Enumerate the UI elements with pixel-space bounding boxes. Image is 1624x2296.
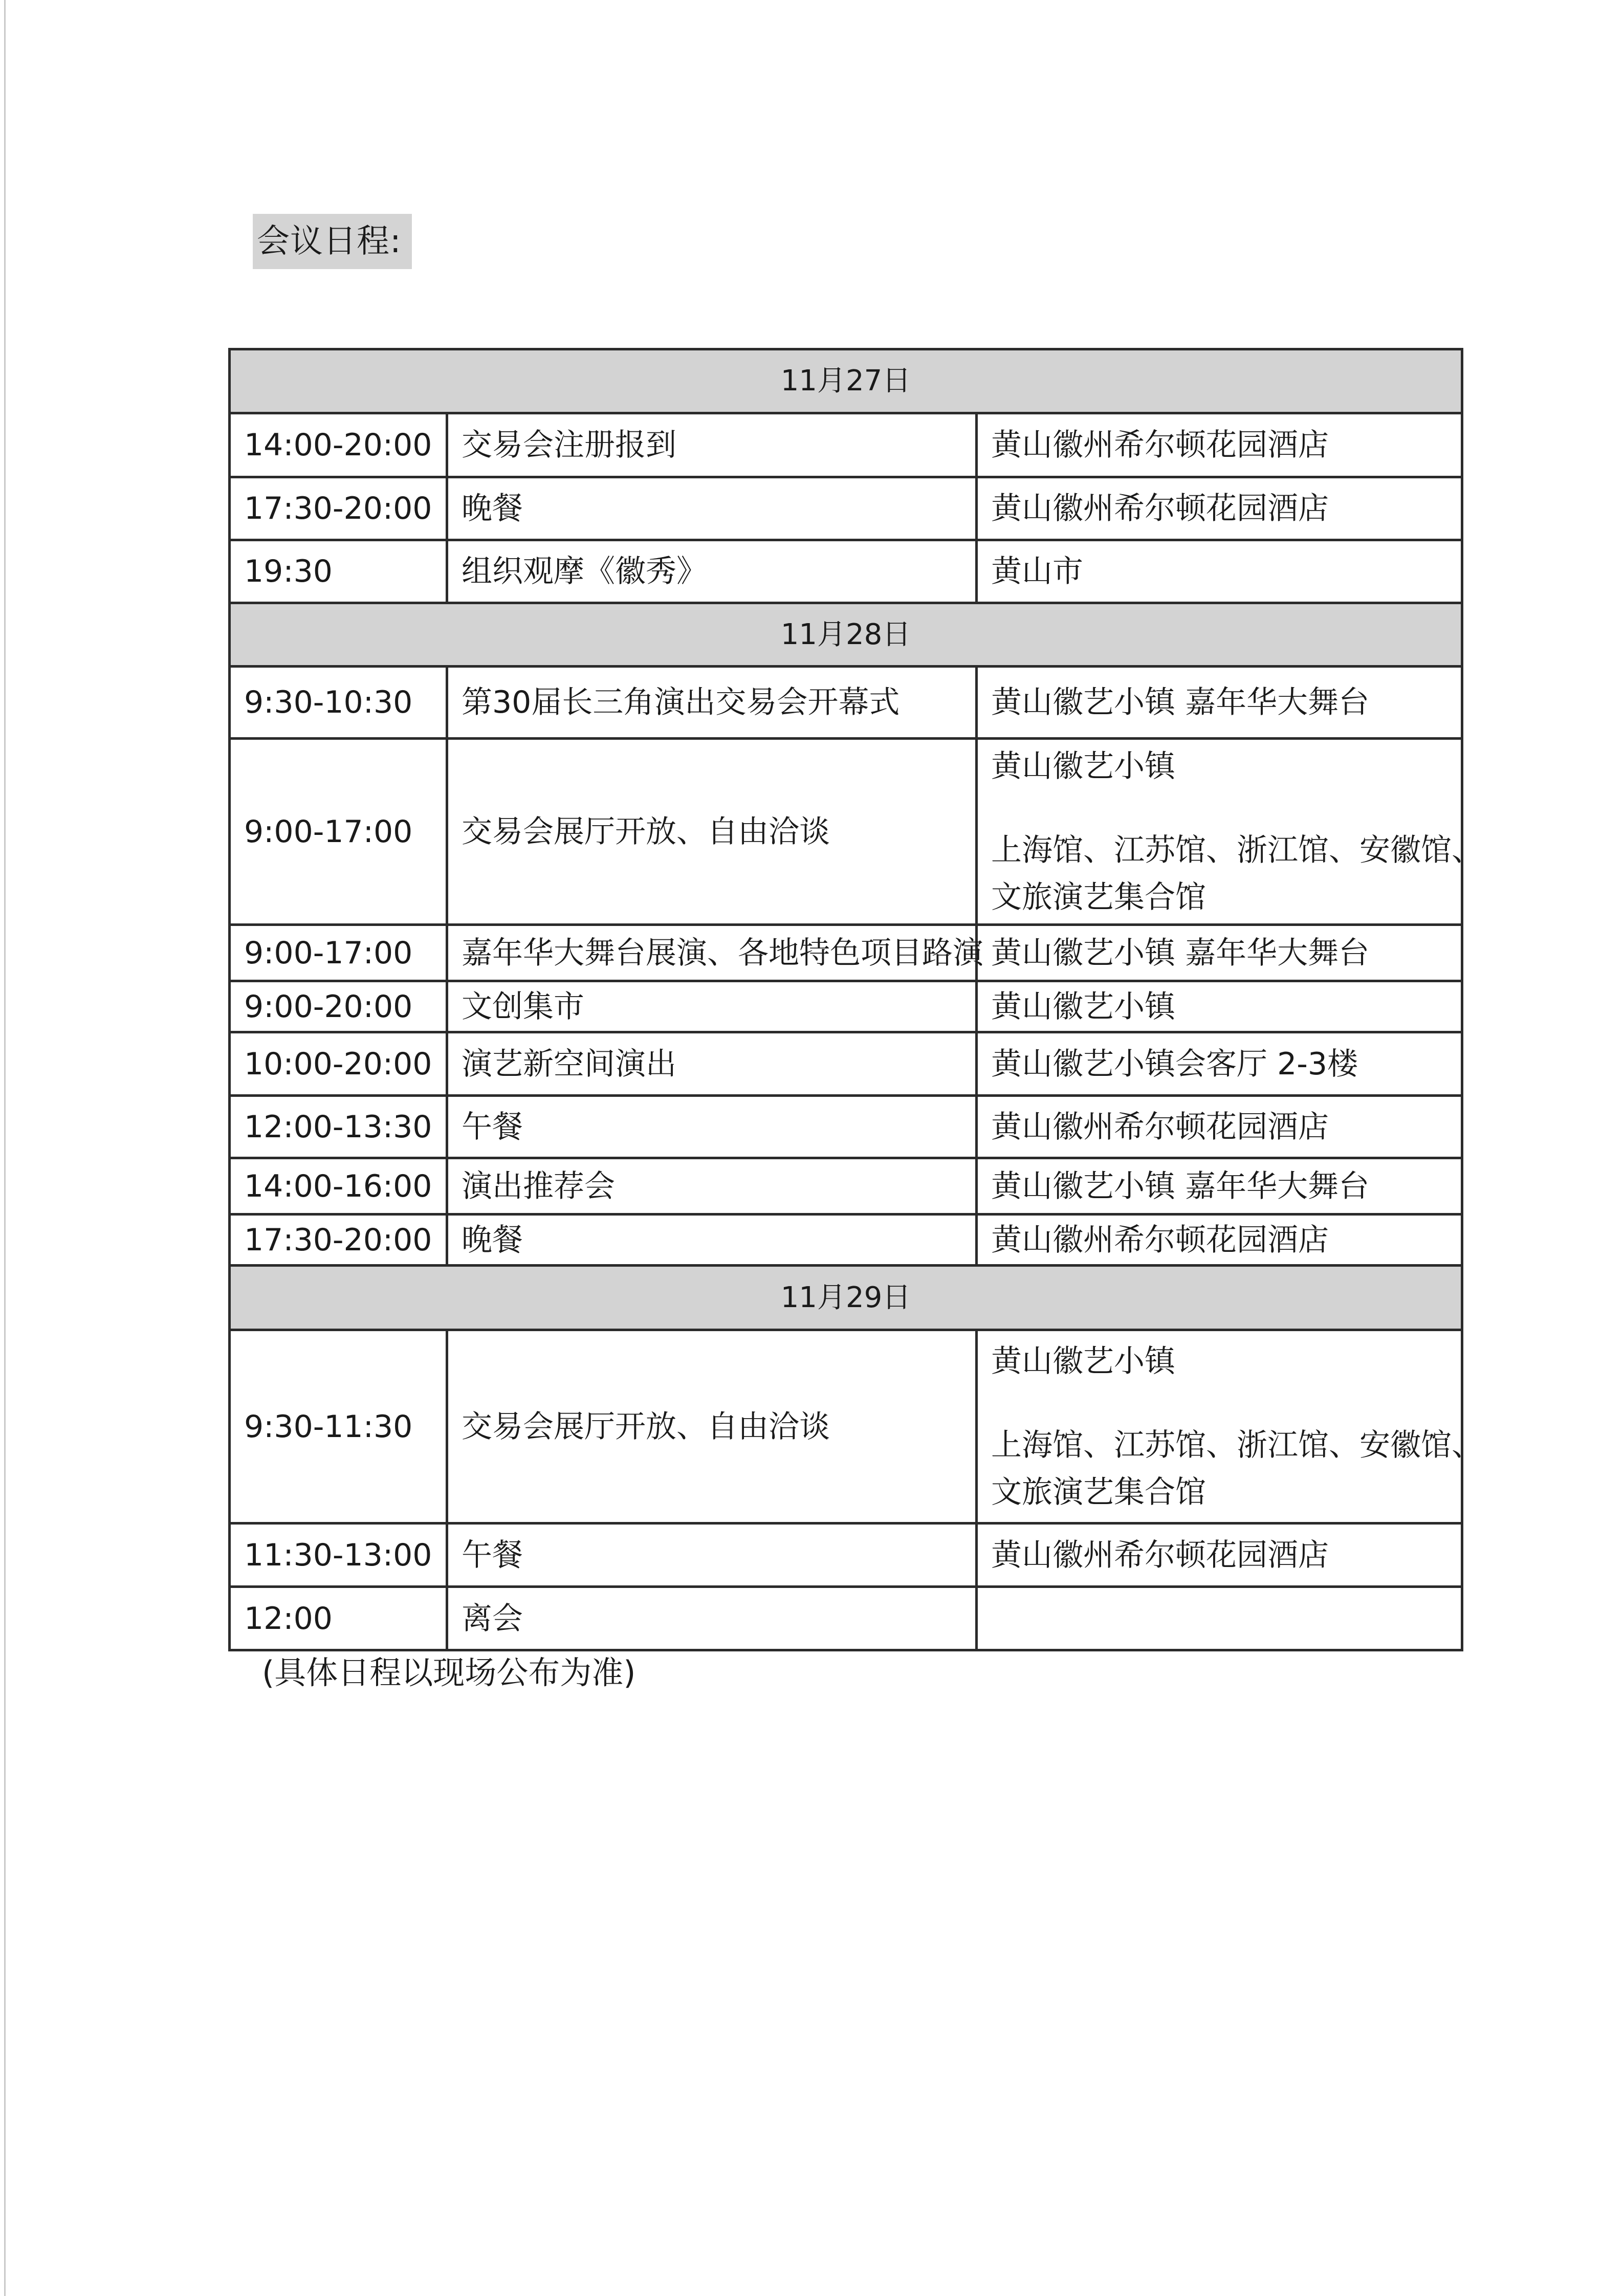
scan-edge-line bbox=[4, 0, 6, 2296]
event-cell: 交易会展厅开放、自由洽谈 bbox=[447, 1330, 977, 1524]
time-cell: 11:30-13:00 bbox=[230, 1524, 447, 1587]
event-cell: 第30届长三角演出交易会开幕式 bbox=[447, 667, 977, 739]
time-cell: 14:00-16:00 bbox=[230, 1158, 447, 1215]
section-heading: 会议日程: bbox=[253, 214, 412, 269]
table-row bbox=[230, 1215, 1462, 1266]
table-row bbox=[230, 477, 1462, 540]
location-line: 黄山徽艺小镇 bbox=[991, 1343, 1175, 1379]
event-cell: 演艺新空间演出 bbox=[447, 1032, 977, 1096]
event-cell: 文创集市 bbox=[447, 981, 977, 1032]
table-row bbox=[230, 1587, 1462, 1650]
time-cell: 12:00 bbox=[230, 1587, 447, 1650]
table-row bbox=[230, 413, 1462, 477]
time-cell: 9:00-20:00 bbox=[230, 981, 447, 1032]
location-cell: 黄山徽州希尔顿花园酒店 bbox=[977, 413, 1462, 477]
location-line: 黄山徽艺小镇 bbox=[991, 748, 1175, 784]
location-detail-line: 上海馆、江苏馆、浙江馆、安徽馆、 bbox=[991, 832, 1482, 868]
event-cell: 嘉年华大舞台展演、各地特色项目路演 bbox=[447, 925, 977, 981]
event-cell: 演出推荐会 bbox=[447, 1158, 977, 1215]
event-cell: 组织观摩《徽秀》 bbox=[447, 540, 977, 603]
time-cell: 9:30-11:30 bbox=[230, 1330, 447, 1524]
table-row bbox=[230, 1032, 1462, 1096]
time-cell: 9:30-10:30 bbox=[230, 667, 447, 739]
location-cell: 黄山徽艺小镇 嘉年华大舞台 bbox=[977, 667, 1462, 739]
location-cell: 黄山徽艺小镇 bbox=[977, 981, 1462, 1032]
time-cell: 10:00-20:00 bbox=[230, 1032, 447, 1096]
date-row bbox=[230, 1266, 1462, 1330]
event-cell: 午餐 bbox=[447, 1096, 977, 1158]
time-cell: 9:00-17:00 bbox=[230, 739, 447, 925]
location-detail-line: 上海馆、江苏馆、浙江馆、安徽馆、 bbox=[991, 1427, 1482, 1463]
schedule-table bbox=[228, 348, 1482, 1651]
event-cell: 交易会注册报到 bbox=[447, 413, 977, 477]
location-cell: 黄山徽艺小镇会客厅 2-3楼 bbox=[977, 1032, 1462, 1096]
date-header: 11月29日 bbox=[230, 1266, 1462, 1330]
time-cell: 12:00-13:30 bbox=[230, 1096, 447, 1158]
location-cell: 黄山徽州希尔顿花园酒店 bbox=[977, 477, 1462, 540]
table-row bbox=[230, 1524, 1462, 1587]
location-cell bbox=[977, 1587, 1462, 1650]
location-detail-line: 文旅演艺集合馆 bbox=[991, 1474, 1206, 1510]
time-cell: 9:00-17:00 bbox=[230, 925, 447, 981]
time-cell: 17:30-20:00 bbox=[230, 477, 447, 540]
location-cell: 黄山徽艺小镇 嘉年华大舞台 bbox=[977, 925, 1462, 981]
location-cell: 黄山徽州希尔顿花园酒店 bbox=[977, 1215, 1462, 1266]
location-cell bbox=[977, 1330, 1482, 1524]
table-row bbox=[230, 667, 1462, 739]
event-cell: 交易会展厅开放、自由洽谈 bbox=[447, 739, 977, 925]
footnote: (具体日程以现场公布为准) bbox=[262, 1654, 636, 1691]
table-row bbox=[230, 1096, 1462, 1158]
location-cell: 黄山徽州希尔顿花园酒店 bbox=[977, 1096, 1462, 1158]
event-cell: 晚餐 bbox=[447, 477, 977, 540]
table-row bbox=[230, 1158, 1462, 1215]
time-cell: 17:30-20:00 bbox=[230, 1215, 447, 1266]
date-header: 11月28日 bbox=[230, 603, 1462, 667]
location-cell: 黄山徽州希尔顿花园酒店 bbox=[977, 1524, 1462, 1587]
location-detail-line: 文旅演艺集合馆 bbox=[991, 879, 1206, 915]
table-row bbox=[230, 981, 1462, 1032]
table-row bbox=[230, 540, 1462, 603]
table-row bbox=[230, 925, 1462, 981]
date-row bbox=[230, 603, 1462, 667]
event-cell: 午餐 bbox=[447, 1524, 977, 1587]
time-cell: 19:30 bbox=[230, 540, 447, 603]
location-cell: 黄山徽艺小镇 嘉年华大舞台 bbox=[977, 1158, 1462, 1215]
time-cell: 14:00-20:00 bbox=[230, 413, 447, 477]
date-row bbox=[230, 349, 1462, 413]
event-cell: 晚餐 bbox=[447, 1215, 977, 1266]
table-row bbox=[230, 1330, 1462, 1524]
date-header: 11月27日 bbox=[230, 349, 1462, 413]
event-cell: 离会 bbox=[447, 1587, 977, 1650]
table-row bbox=[230, 739, 1462, 925]
location-cell bbox=[977, 739, 1482, 925]
location-cell: 黄山市 bbox=[977, 540, 1462, 603]
